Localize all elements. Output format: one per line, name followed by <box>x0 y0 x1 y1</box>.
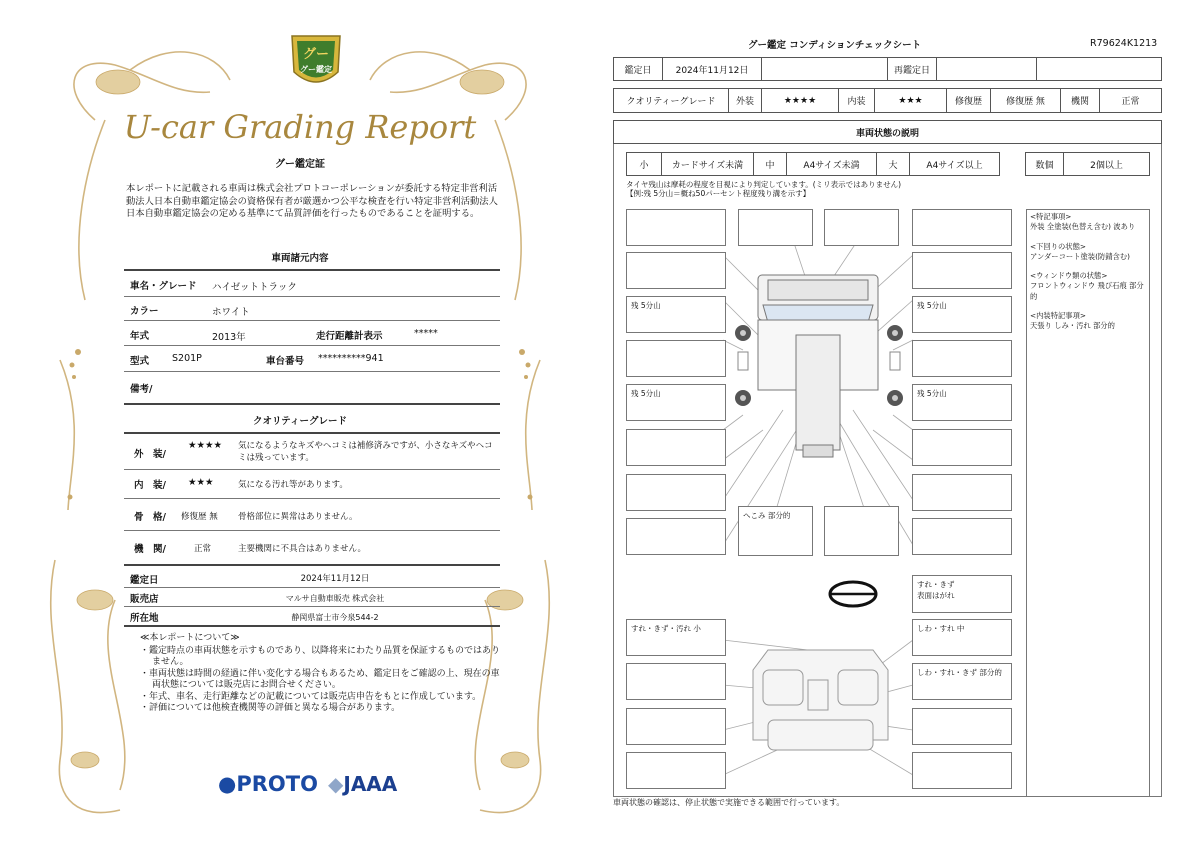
remarks-label: 備考/ <box>130 384 153 395</box>
tire-rear-left-box <box>626 384 726 421</box>
tire-rear-right-box <box>912 384 1012 421</box>
diagram-box <box>626 209 726 246</box>
divider <box>124 432 500 434</box>
shop-value: マルサ自動車販売 株式会社 <box>285 594 385 603</box>
reinspect-label-cell <box>887 57 937 81</box>
model-value: S201P <box>172 353 202 364</box>
inspection-date-value: 2024年11月12日 <box>300 574 370 584</box>
diagram-box <box>912 518 1012 555</box>
remark-group <box>1030 212 1146 233</box>
rear-dent-box <box>738 506 813 556</box>
seat-left-box <box>626 619 726 656</box>
shop-label: 販売店 <box>130 594 159 605</box>
note-item: ・車両状態は時間の経過に伴い変化する場合もあるため、鑑定日をご確認の上、現在の車両状態については販売店にお問合せください。 <box>140 668 500 690</box>
diagram-box <box>912 708 1012 745</box>
tire-front-left-box <box>626 296 726 333</box>
size-large-label: 大 <box>888 160 898 171</box>
grade-label: クオリティーグレード <box>626 97 716 107</box>
model-label: 型式 <box>130 356 150 367</box>
rear-dent-label: へこみ 部分的 <box>743 511 791 520</box>
diagram-box <box>912 252 1012 289</box>
interior-label: 内 装/ <box>134 480 166 491</box>
remark-title: <ウィンドウ類の状態> <box>1030 271 1108 281</box>
remark-group <box>1030 242 1146 263</box>
exterior-grade: ★★★★ <box>188 440 223 451</box>
note-item: ・年式、車名、走行距離などの記載については販売店申告をもとに作成しています。 <box>140 691 482 702</box>
remark-text: フロントウィンドウ 飛び石痕 部分的 <box>1030 281 1144 301</box>
remark-group <box>1030 271 1146 302</box>
frame-desc: 骨格部位に異常はありません。 <box>238 512 358 522</box>
svg-text:U-car Grading Report: U-car Grading Report <box>123 108 477 146</box>
repair-value: 修復歴 無 <box>1006 97 1045 107</box>
divider <box>124 498 500 499</box>
size-large-value-cell <box>909 152 1000 176</box>
tire-front-right-label: 残 5分山 <box>917 301 947 310</box>
divider <box>124 625 500 627</box>
repair-value-cell <box>990 88 1061 113</box>
note-item: ・鑑定時点の車両状態を示すものであり、以降将来にわたり品質を保証するものではありません。 <box>140 645 501 667</box>
color-label: カラー <box>130 306 159 317</box>
diagram-box <box>626 663 726 700</box>
notes-title: ≪本レポートについて≫ <box>140 633 240 643</box>
diagram-box <box>626 518 726 555</box>
size-small-label: 小 <box>639 160 649 171</box>
frame-grade: 修復歴 無 <box>181 512 218 522</box>
certificate-text: 本レポートに記載される車両は株式会社プロトコーポレーションが委託する特定非営利活動法人日本自動車鑑定協会の資格保有者が厳選かつ公平な検査を行い特定非営利活動法人日本自動車鑑定協会の定める基準にて品質評価を行ったものであることを証明する。 <box>126 183 498 219</box>
ext-value: ★★★★ <box>783 95 817 106</box>
remark-text: 外装 全塗装(色替え含む) 波あり <box>1030 222 1136 232</box>
size-large-label-cell <box>876 152 910 176</box>
seat-right-label-1: しわ・すれ 中 <box>917 624 965 633</box>
count-value: 2個以上 <box>1090 160 1123 171</box>
tire-note: タイヤ残山は摩耗の程度を目視により判定しています。(ミリ表示ではありません) <box>626 180 902 189</box>
diagram-box <box>912 752 1012 789</box>
count-label-cell <box>1025 152 1064 176</box>
state-title-cell <box>613 120 1162 144</box>
divider <box>124 564 500 566</box>
remark-title: <特記事項> <box>1030 212 1072 221</box>
blank-cell <box>1036 57 1162 81</box>
divider <box>124 469 500 470</box>
diagram-box <box>824 209 899 246</box>
engine-label-cell <box>1060 88 1100 113</box>
diagram-box <box>738 209 813 246</box>
year-value: 2013年 <box>212 332 246 343</box>
diagram-box <box>824 506 899 556</box>
exterior-desc: 気になるようなキズやヘコミは補修済みですが、小さなキズやヘコミは残っています。 <box>238 441 493 463</box>
reinspect-value-cell <box>936 57 1037 81</box>
diagram-box <box>912 474 1012 511</box>
repair-label: 修復歴 <box>954 97 982 107</box>
chassis-value: **********941 <box>318 353 384 364</box>
diagram-box <box>912 209 1012 246</box>
reinspect-label: 再鑑定日 <box>893 65 930 76</box>
remark-title: <下回りの状態> <box>1030 241 1087 251</box>
engine-value-cell <box>1099 88 1162 113</box>
diagram-box <box>626 752 726 789</box>
ext-value-cell <box>761 88 839 113</box>
jaaa-logo: ◆JAAA <box>328 772 398 796</box>
count-value-cell <box>1063 152 1150 176</box>
mileage-value: ***** <box>414 328 438 339</box>
remark-group <box>1030 311 1146 332</box>
divider <box>124 606 500 607</box>
grade-label-cell <box>613 88 729 113</box>
int-label: 内装 <box>847 97 866 107</box>
remarks-panel <box>1026 209 1150 797</box>
engine-grade: 正常 <box>194 544 212 554</box>
quality-section-title: クオリティーグレード <box>252 416 348 427</box>
divider <box>124 587 500 588</box>
blank-cell <box>761 57 888 81</box>
interior-desc: 気になる汚れ等があります。 <box>238 480 348 490</box>
engine-desc: 主要機関に不具合はありません。 <box>238 544 367 554</box>
diagram-box <box>912 429 1012 466</box>
divider <box>124 269 500 271</box>
divider <box>124 345 500 346</box>
year-label: 年式 <box>130 331 150 342</box>
chassis-label: 車台番号 <box>266 356 305 367</box>
goo-kantei-logo <box>288 30 344 94</box>
date-value: 2024年11月12日 <box>675 65 749 76</box>
size-small-value: カードサイズ未満 <box>671 160 744 171</box>
remark-text: アンダーコート塗装(防錆含む) <box>1030 251 1130 261</box>
divider <box>124 403 500 405</box>
int-label-cell <box>838 88 875 113</box>
svg-text:グー: グー <box>302 47 330 62</box>
steering-box <box>912 575 1012 613</box>
divider <box>124 530 500 531</box>
steering-label: すれ・きず 表面はがれ <box>917 580 955 600</box>
date-label-cell <box>613 57 663 81</box>
state-title: 車両状態の説明 <box>855 128 919 139</box>
remark-text: 天張り しみ・汚れ 部分的 <box>1030 321 1115 331</box>
ext-label: 外装 <box>735 97 754 107</box>
inspection-date-label: 鑑定日 <box>130 575 159 586</box>
engine-label: 機関 <box>1070 97 1089 107</box>
document-id: R79624K1213 <box>1090 38 1158 49</box>
certificate-title: グー鑑定証 <box>275 159 325 170</box>
size-mid-value-cell <box>786 152 877 176</box>
divider <box>124 371 500 372</box>
engine-label: 機 関/ <box>134 544 166 555</box>
diagram-box <box>626 429 726 466</box>
report-title-script <box>100 98 500 154</box>
divider <box>124 296 500 297</box>
frame-label: 骨 格/ <box>134 512 166 523</box>
car-name-value: ハイゼットトラック <box>212 282 297 293</box>
size-small-value-cell <box>661 152 754 176</box>
seat-left-label: すれ・きず・汚れ 小 <box>631 624 701 633</box>
seat-right-label-2: しわ・すれ・きず 部分的 <box>917 668 1002 677</box>
diagram-box <box>912 340 1012 377</box>
report-notes <box>140 633 500 715</box>
car-name-label: 車名・グレード <box>130 281 197 292</box>
note-item: ・評価については他検査機関等の評価と異なる場合があります。 <box>140 703 401 713</box>
size-mid-value: A4サイズ未満 <box>803 160 860 171</box>
spec-section-title: 車両諸元内容 <box>271 253 329 264</box>
size-mid-label-cell <box>753 152 787 176</box>
color-value: ホワイト <box>212 307 250 318</box>
tire-front-right-box <box>912 296 1012 333</box>
diagram-box <box>626 252 726 289</box>
count-label: 数個 <box>1035 160 1054 171</box>
exterior-label: 外 装/ <box>134 449 166 460</box>
address-value: 静岡県富士市今泉544-2 <box>291 613 379 622</box>
remark-title: <内装特記事項> <box>1030 311 1087 321</box>
interior-grade: ★★★ <box>188 477 214 488</box>
address-label: 所在地 <box>130 613 159 624</box>
sheet-title: グー鑑定 コンディションチェックシート <box>748 40 922 51</box>
tire-rear-left-label: 残 5分山 <box>631 389 661 398</box>
date-value-cell <box>662 57 762 81</box>
int-value-cell <box>874 88 947 113</box>
size-large-value: A4サイズ以上 <box>926 160 983 171</box>
seat-right-box-1 <box>912 619 1012 656</box>
ext-label-cell <box>728 88 762 113</box>
proto-logo: ●PROTO <box>218 772 318 796</box>
size-mid-label: 中 <box>765 160 775 171</box>
tire-example: 【例:残 5分山＝概ね50パーセント程度残り溝を示す】 <box>626 189 811 198</box>
date-label: 鑑定日 <box>624 65 652 76</box>
svg-text:グー鑑定: グー鑑定 <box>300 65 332 74</box>
diagram-box <box>626 708 726 745</box>
engine-value: 正常 <box>1121 97 1140 107</box>
diagram-box <box>626 340 726 377</box>
tire-front-left-label: 残 5分山 <box>631 301 661 310</box>
repair-label-cell <box>946 88 991 113</box>
seat-right-box-2 <box>912 663 1012 700</box>
tire-rear-right-label: 残 5分山 <box>917 389 947 398</box>
int-value: ★★★ <box>898 95 923 106</box>
diagram-box <box>626 474 726 511</box>
mileage-label: 走行距離計表示 <box>316 331 383 342</box>
size-small-label-cell <box>626 152 662 176</box>
footer-note: 車両状態の確認は、停止状態で実施できる範囲で行っています。 <box>613 798 845 807</box>
divider <box>124 320 500 321</box>
